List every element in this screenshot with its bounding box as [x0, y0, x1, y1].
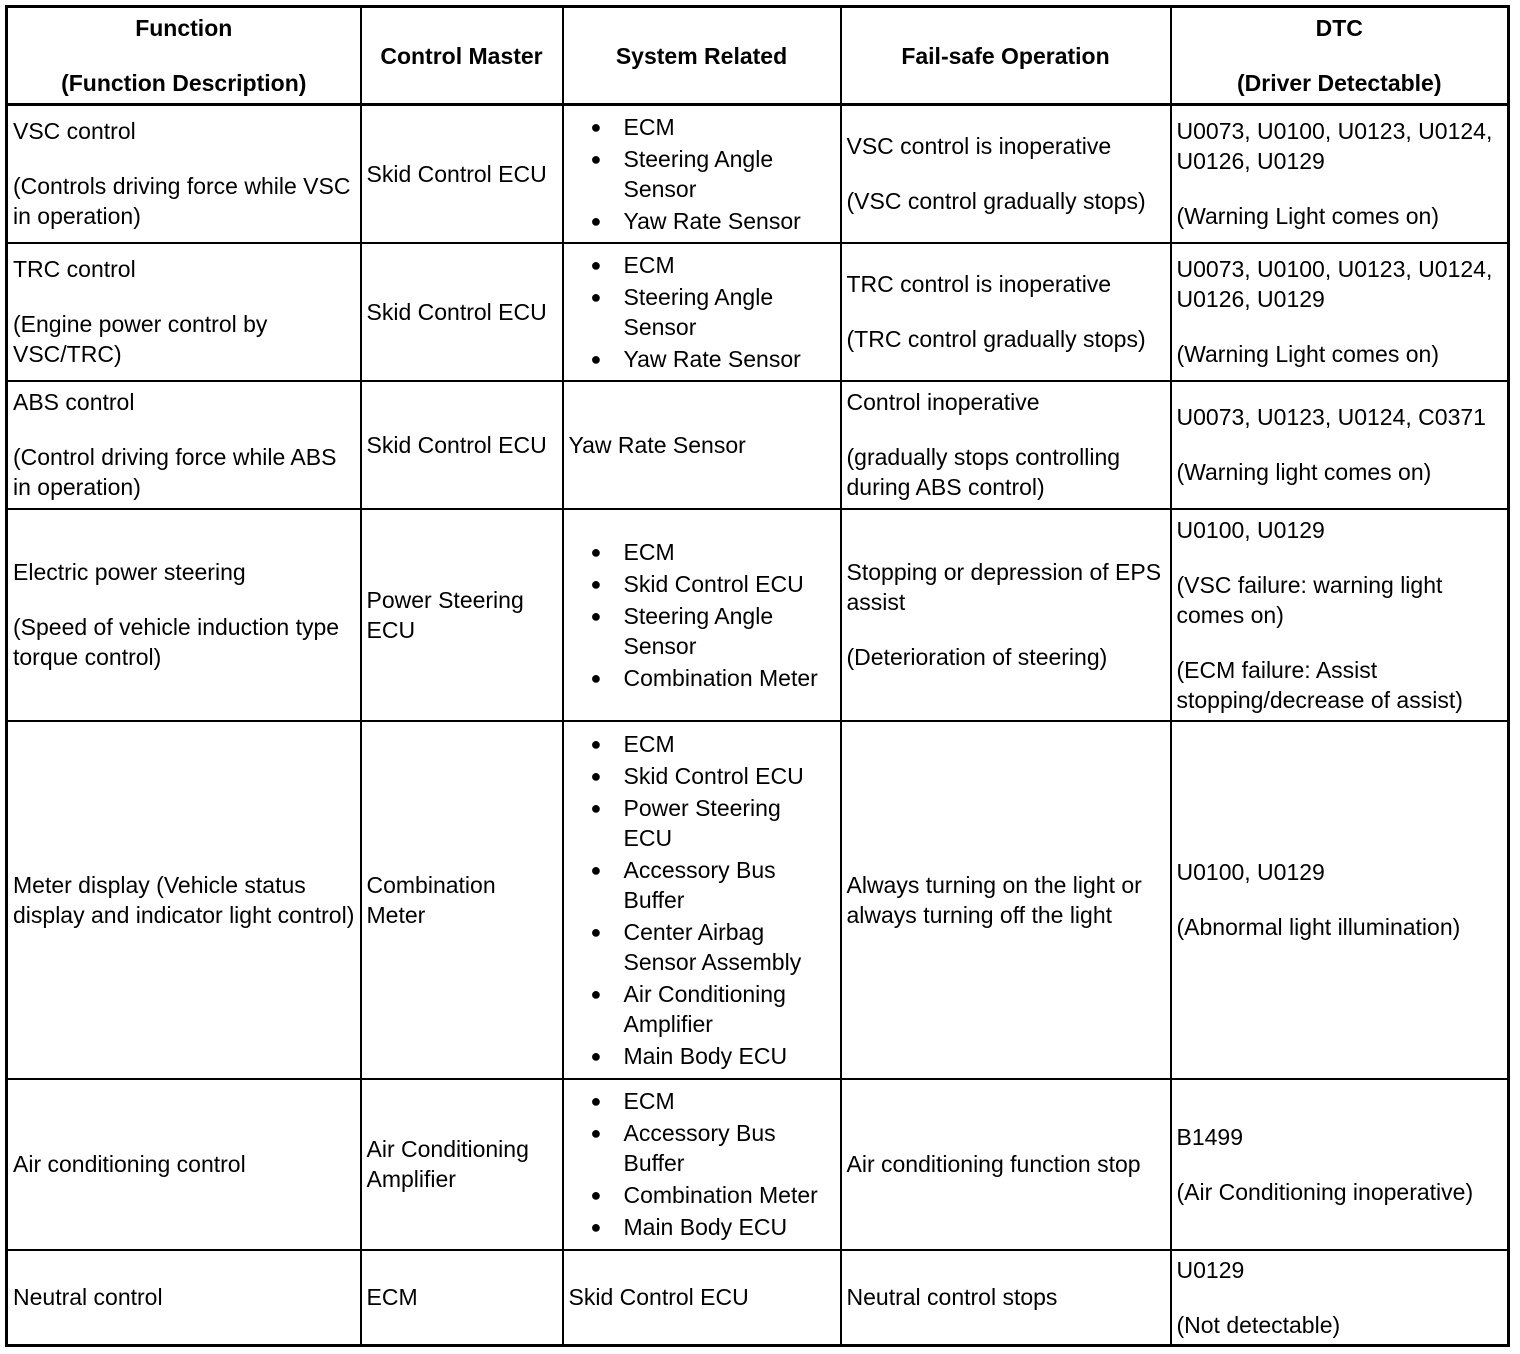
- fail-safe-cell: [841, 243, 1171, 381]
- fail-safe-text: Stopping or depression of EPS assist: [846, 559, 1162, 615]
- dtc-codes: U0100, U0129: [1176, 516, 1325, 543]
- control-master-cell: Power Steering ECU: [361, 509, 563, 721]
- list-item: ● Steering Angle Sensor: [591, 601, 835, 661]
- function-name: TRC control: [13, 256, 136, 282]
- table-row: [7, 243, 1509, 381]
- list-item: ● Accessory Bus Buffer: [591, 1118, 835, 1178]
- header-function-subtitle: (Function Description): [61, 70, 307, 96]
- table-row: [7, 1250, 1509, 1346]
- function-name: ABS control: [13, 389, 135, 415]
- dtc-description-secondary: (ECM failure: Assist stopping/decrease of assist): [1176, 656, 1463, 713]
- system-related-cell: [563, 509, 841, 721]
- control-master-cell: Skid Control ECU: [361, 381, 563, 509]
- dtc-description: (Warning Light comes on): [1176, 203, 1439, 230]
- system-related-cell: [563, 1079, 841, 1250]
- system-related-list: [569, 729, 835, 1071]
- list-item: ● ECM: [591, 250, 835, 280]
- dtc-description: (Abnormal light illumination): [1176, 914, 1461, 940]
- dtc-cell: [1171, 1250, 1509, 1346]
- dtc-cell: [1171, 381, 1509, 509]
- list-item: ● Steering Angle Sensor: [591, 282, 835, 342]
- list-item: ● ECM: [591, 729, 835, 759]
- fail-safe-cell: [841, 509, 1171, 721]
- fail-safe-text: TRC control is inoperative: [846, 271, 1112, 297]
- fail-safe-description: (Deterioration of steering): [846, 644, 1108, 670]
- dtc-description: (VSC failure: warning light comes on): [1176, 571, 1443, 628]
- function-cell: [7, 105, 361, 243]
- dtc-cell: [1171, 105, 1509, 243]
- header-dtc-title: DTC: [1315, 15, 1363, 41]
- list-item: ● Skid Control ECU: [591, 569, 835, 599]
- system-related-list: [569, 1086, 835, 1242]
- fail-safe-text: VSC control is inoperative: [846, 133, 1112, 160]
- dtc-codes: U0073, U0100, U0123, U0124, U0126, U0129: [1176, 256, 1493, 312]
- function-cell: [7, 509, 361, 721]
- list-item: ● ECM: [591, 112, 835, 142]
- system-related-cell: Yaw Rate Sensor: [563, 381, 841, 509]
- dtc-cell: [1171, 721, 1509, 1079]
- fail-safe-cell: Always turning on the light or always turning off the light: [841, 721, 1171, 1079]
- control-master-cell: ECM: [361, 1250, 563, 1346]
- list-item: ● ECM: [591, 1086, 835, 1116]
- list-item: ● Steering Angle Sensor: [591, 144, 835, 204]
- list-item: ● ECM: [591, 537, 835, 567]
- list-item: ● Yaw Rate Sensor: [591, 344, 835, 374]
- header-control-master: Control Master: [361, 7, 563, 105]
- table-row: [7, 509, 1509, 721]
- system-related-cell: [563, 105, 841, 243]
- list-item: ● Accessory Bus Buffer: [591, 855, 835, 915]
- list-item: ● Power Steering ECU: [591, 793, 835, 853]
- function-cell: [7, 243, 361, 381]
- fail-safe-cell: Air conditioning function stop: [841, 1079, 1171, 1250]
- table-row: [7, 1079, 1509, 1250]
- dtc-cell: [1171, 243, 1509, 381]
- function-description: (Speed of vehicle induction type torque control): [13, 614, 340, 670]
- fail-safe-description: (TRC control gradually stops): [846, 326, 1146, 352]
- dtc-description: (Warning light comes on): [1176, 459, 1432, 485]
- system-related-list: [569, 537, 835, 693]
- list-item: ● Main Body ECU: [591, 1212, 835, 1242]
- system-related-list: [569, 250, 835, 374]
- table-row: [7, 381, 1509, 509]
- list-item: ● Center Airbag Sensor Assembly: [591, 917, 835, 977]
- list-item: ● Air Conditioning Amplifier: [591, 979, 835, 1039]
- function-description: (Engine power control by VSC/TRC): [13, 311, 268, 367]
- list-item: ● Skid Control ECU: [591, 761, 835, 791]
- list-item: ● Yaw Rate Sensor: [591, 206, 835, 236]
- dtc-codes: U0073, U0100, U0123, U0124, U0126, U0129: [1176, 118, 1493, 175]
- dtc-codes: U0100, U0129: [1176, 859, 1325, 885]
- header-function: [7, 7, 361, 105]
- dtc-codes: U0129: [1176, 1256, 1245, 1283]
- header-dtc: [1171, 7, 1509, 105]
- header-fail-safe: Fail-safe Operation: [841, 7, 1171, 105]
- list-item: ● Main Body ECU: [591, 1041, 835, 1071]
- function-cell: Meter display (Vehicle status display and indicator light control): [7, 721, 361, 1079]
- dtc-codes: U0073, U0123, U0124, C0371: [1176, 404, 1486, 430]
- system-related-cell: Skid Control ECU: [563, 1250, 841, 1346]
- list-item: ● Combination Meter: [591, 663, 835, 693]
- function-name: VSC control: [13, 118, 136, 145]
- dtc-description: (Not detectable): [1176, 1311, 1341, 1338]
- fail-safe-cell: [841, 381, 1171, 509]
- function-description: (Controls driving force while VSC in operation): [13, 173, 351, 230]
- dtc-description: (Warning Light comes on): [1176, 341, 1439, 367]
- header-row: [7, 7, 1509, 105]
- fail-safe-text: Control inoperative: [846, 389, 1040, 415]
- fail-safe-description: (gradually stops controlling during ABS control): [846, 444, 1121, 500]
- dtc-description: (Air Conditioning inoperative): [1176, 1178, 1474, 1205]
- list-item: ● Combination Meter: [591, 1180, 835, 1210]
- system-related-list: [569, 112, 835, 236]
- control-master-cell: Air Conditioning Amplifier: [361, 1079, 563, 1250]
- dtc-cell: [1171, 1079, 1509, 1250]
- function-cell: Neutral control: [7, 1250, 361, 1346]
- system-related-cell: [563, 243, 841, 381]
- fail-safe-description: (VSC control gradually stops): [846, 188, 1146, 215]
- fail-safe-cell: Neutral control stops: [841, 1250, 1171, 1346]
- control-master-cell: Skid Control ECU: [361, 105, 563, 243]
- function-name: Electric power steering: [13, 559, 246, 585]
- table-row: [7, 721, 1509, 1079]
- control-master-cell: Combination Meter: [361, 721, 563, 1079]
- function-cell: [7, 381, 361, 509]
- header-system-related: System Related: [563, 7, 841, 105]
- header-dtc-subtitle: (Driver Detectable): [1236, 70, 1442, 96]
- system-related-cell: [563, 721, 841, 1079]
- header-function-title: Function: [135, 15, 233, 41]
- dtc-cell: [1171, 509, 1509, 721]
- control-master-cell: Skid Control ECU: [361, 243, 563, 381]
- dtc-codes: B1499: [1176, 1123, 1244, 1150]
- function-description: (Control driving force while ABS in operation): [13, 444, 337, 500]
- table-row: [7, 105, 1509, 243]
- fail-safe-cell: [841, 105, 1171, 243]
- fail-safe-table: [5, 5, 1510, 1347]
- function-cell: Air conditioning control: [7, 1079, 361, 1250]
